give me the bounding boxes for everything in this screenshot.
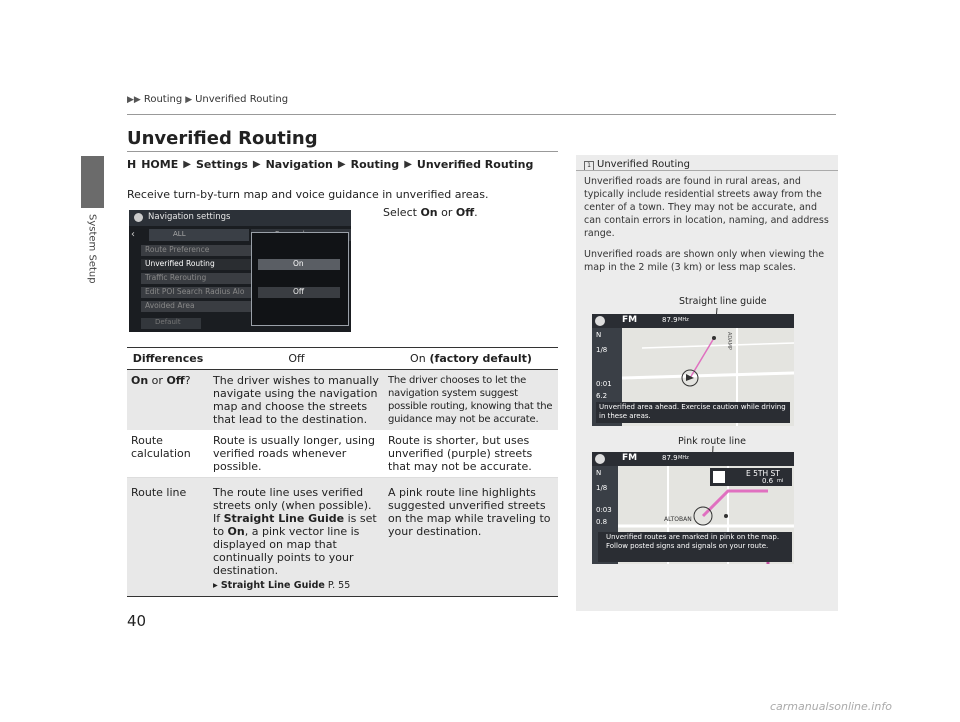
row-label: On or Off?	[127, 370, 209, 431]
table-header-row	[127, 348, 558, 370]
triangle-right-icon: ▶	[252, 159, 261, 170]
page-number: 40	[127, 612, 147, 630]
map-pink-route-line: FM 87.9 MHz N 1/8 0:03 0.8 ALTOBAN E 5TH ST 0.6 mi Unverified routes are marked in pink on the map. Follow posted signs and signals on your route.	[592, 452, 794, 564]
triangle-right-icon: ▶▶	[127, 94, 141, 105]
caption-pink-route: Pink route line	[678, 436, 746, 447]
cell-on: The driver chooses to let the navigation system suggest possible routing, knowing that the guidance may not be accurate.	[384, 370, 558, 431]
home-glyph-icon: H	[127, 158, 137, 171]
header-on: On (factory default)	[384, 348, 558, 370]
menu-item-avoided-area[interactable]: Avoided Area	[141, 301, 253, 312]
map-sidebar: N 1/8 0:01 6.2	[592, 328, 622, 426]
row-label: Route calculation	[131, 434, 191, 460]
map-banner: Unverified routes are marked in pink on the map. Follow posted signs and signals on your route.	[598, 532, 792, 562]
map-sidebar: N 1/8 0:03 0.8	[592, 466, 618, 564]
title-rule	[127, 151, 558, 152]
map-banner: Unverified area ahead. Exercise caution while driving in these areas.	[596, 402, 790, 423]
nav-home-icon	[595, 316, 605, 326]
turn-arrow-icon	[713, 471, 725, 483]
triangle-right-icon: ▶	[404, 159, 412, 170]
note-paragraph: Unverified roads are found in rural areas, and typically include residential streets away from the center of a town. They may not be accurate, and can contain errors in location, naming, and address range.	[584, 176, 829, 239]
compass-icon: N	[596, 469, 602, 477]
path-navigation: Navigation	[265, 158, 333, 171]
differences-table	[127, 347, 558, 597]
menu-path	[127, 158, 533, 171]
note-paragraph: Unverified roads are shown only when viewing the map in the 2 mile (3 km) or less map scales.	[584, 249, 825, 273]
map-topbar: FM 87.9 MHz	[592, 452, 794, 466]
menu-item-edit-poi-radius[interactable]: Edit POI Search Radius Alo	[141, 287, 253, 298]
path-settings: Settings	[195, 158, 248, 171]
table-row	[127, 430, 558, 478]
table-row	[127, 370, 558, 431]
map-straight-line-guide: FM 87.9 MHz N 1/8 0:01 6.2 ADAMP Unverified area ahead. Exercise caution while driving in these areas.	[592, 314, 794, 426]
cell-off: The driver wishes to manually navigate using the navigation map and choose the streets that lead to the destination.	[209, 370, 384, 431]
caption-straight-line: Straight line guide	[679, 296, 767, 307]
cell-off: Route is usually longer, using verified roads whenever possible.	[213, 434, 375, 473]
menu-item-unverified-routing[interactable]: Unverified Routing	[141, 259, 253, 270]
note-rule	[576, 170, 838, 171]
cell-off: The route line uses verified streets only (when possible). If Straight Line Guide is set to On, a pink vector line is displayed on map that continually points to your destination. ▸ Straight Line Guide P. 55	[209, 478, 384, 597]
note-body	[584, 175, 834, 274]
triangle-right-icon: ▶	[183, 159, 191, 170]
row-label: Route line	[127, 478, 209, 597]
note-number-icon: 1	[584, 161, 594, 171]
breadcrumb	[127, 94, 288, 105]
option-off[interactable]: Off	[258, 287, 340, 298]
cell-on: Route is shorter, but uses unverified (purple) streets that may not be accurate.	[388, 434, 533, 473]
back-icon[interactable]: ‹	[131, 229, 135, 240]
triangle-right-icon: ▶	[337, 159, 346, 170]
screen-title: Navigation settings	[148, 212, 231, 222]
menu-item-traffic-rerouting[interactable]: Traffic Rerouting	[141, 273, 253, 284]
intro-text: Receive turn-by-turn map and voice guidance in unverified areas.	[127, 188, 489, 201]
reference-arrow-icon: ▸	[213, 580, 218, 591]
menu-item-route-preference[interactable]: Route Preference	[141, 245, 253, 256]
cell-on: A pink route line highlights suggested unverified streets on the map while traveling to your destination.	[384, 478, 558, 597]
path-home: HOME	[141, 158, 179, 171]
nav-home-icon	[595, 454, 605, 464]
options-popup	[251, 232, 349, 326]
tab-all[interactable]: ALL	[149, 229, 249, 241]
settings-gear-icon	[134, 213, 143, 222]
header-off: Off	[209, 348, 384, 370]
path-unverified-routing: Unverified Routing	[416, 158, 534, 171]
option-on[interactable]: On	[258, 259, 340, 270]
section-label: System Setup	[86, 214, 98, 284]
page-reference[interactable]: ▸ Straight Line Guide P. 55	[213, 580, 351, 591]
compass-icon: N	[596, 331, 602, 339]
watermark: carmanualsonline.info	[770, 700, 892, 713]
breadcrumb-item[interactable]: Unverified Routing	[195, 94, 289, 105]
page-title: Unverified Routing	[127, 128, 318, 149]
screen-titlebar	[129, 210, 351, 226]
path-routing: Routing	[350, 158, 400, 171]
default-button[interactable]: Default	[141, 318, 201, 329]
header-differences: Differences	[127, 348, 209, 370]
section-tab	[81, 156, 104, 208]
header-rule	[127, 114, 836, 115]
map-topbar: FM 87.9 MHz	[592, 314, 794, 328]
triangle-right-icon: ▶	[185, 94, 193, 105]
navigation-settings-screen	[129, 210, 351, 332]
note-title: 1 Unverified Routing	[584, 159, 690, 171]
breadcrumb-item[interactable]: Routing	[143, 94, 183, 105]
next-street-panel: E 5TH ST 0.6 mi	[710, 468, 792, 486]
table-row	[127, 478, 558, 597]
select-instruction: Select On or Off.	[383, 206, 478, 219]
